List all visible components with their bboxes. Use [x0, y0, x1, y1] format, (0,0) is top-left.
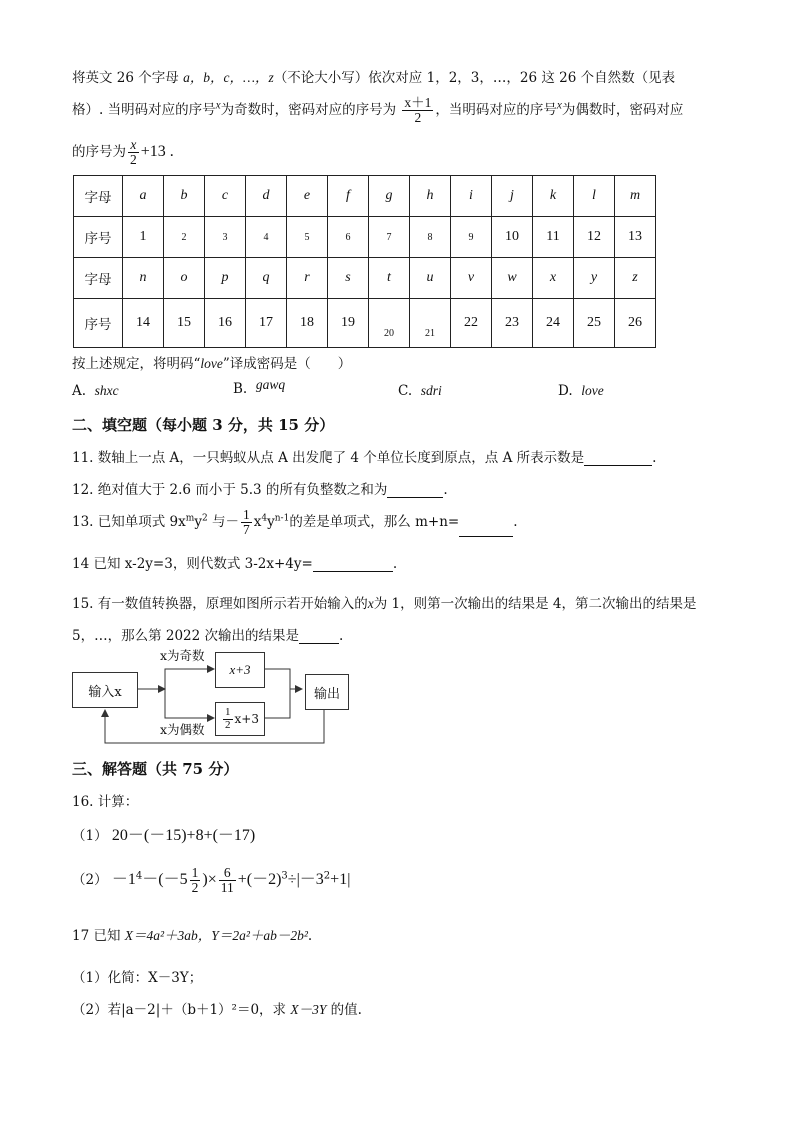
intro-text: ，当明码对应的序号 [435, 102, 557, 119]
option-c[interactable]: C. sdri [398, 383, 442, 399]
odd-operation-box: x+3 [215, 652, 265, 688]
q16-part-1: （1） 20－(－15)+8+(－17) [72, 827, 256, 844]
var-x: x [556, 99, 562, 112]
intro-line-1 [72, 66, 675, 86]
q15-line-2: 5，…，那么第 2022 次输出的结果是 . [72, 628, 344, 644]
table-row: 字母 n o p q r s t u v w x y z [74, 258, 656, 299]
intro-text: 格）. 当明码对应的序号 [72, 102, 216, 119]
plain-word: love [200, 356, 223, 371]
output-box: 输出 [305, 674, 349, 710]
table-header-index: 序号 [74, 217, 123, 258]
q10-stem: 按上述规定，将明码“love”译成密码是（ ） [72, 356, 352, 372]
intro-text: 为奇数时，密码对应的序号为 [220, 102, 397, 119]
fraction-x-plus-1-over-2: $\frac{x+1}{2}$ [404, 95, 432, 126]
option-b[interactable]: B. gawq [233, 377, 286, 397]
intro-text: +13 . [140, 143, 174, 161]
var-x: x [215, 99, 221, 112]
letters-range: a，b，c，…，z [183, 70, 274, 85]
intro-text: 将英文 26 个字母 [72, 70, 179, 86]
intro-line-2 [72, 96, 683, 125]
q16-part-2: $(2) -1^4-(-5$ $\frac{1}{2}$ )× $\frac{6}{11}$ $+(-2)^3\div|-3^2+1|$ [72, 865, 351, 896]
intro-text: 的序号为 [72, 144, 126, 161]
arrow-odd-branch [165, 669, 214, 712]
answer-blank[interactable] [584, 451, 652, 466]
q16-title: 16. 计算： [72, 794, 139, 810]
section-2-title: 二、填空题（每小题 3 分，共 15 分） [72, 416, 335, 434]
table-row: 字母 a b c d e f g h i j k l m [74, 176, 656, 217]
table-header-letter: 字母 [74, 176, 123, 217]
intro-line-3 [72, 138, 174, 167]
answer-blank[interactable] [459, 522, 513, 537]
arrow-even-branch [165, 689, 214, 718]
fraction-1-over-7: $\frac{1}{7}$ [242, 507, 250, 538]
input-box: 输入x [72, 672, 138, 708]
merge-line [264, 669, 290, 718]
even-label: x为偶数 [160, 722, 205, 737]
even-operation-box: $\frac{1}{2}$ x+3 [215, 702, 265, 736]
option-d[interactable]: D. love [558, 383, 604, 399]
intro-text: （不论大小写）依次对应 1，2，3，…，26 这 26 个自然数（见表 [273, 70, 676, 86]
fraction-6-over-11: $\frac{6}{11}$ [220, 865, 234, 896]
intro-text: 为偶数时，密码对应 [561, 102, 684, 119]
table-row: 序号 14 15 16 17 18 19 20 21 22 23 24 25 26 [74, 299, 656, 348]
q15-line-1: 15. 有一数值转换器，原理如图所示若开始输入的x为 1，则第一次输出的结果是 4，第二次输出的结果是 [72, 596, 697, 612]
q17-line-1: 17 已知 X＝4a²＋3ab，Y＝2a²＋ab－2b². [72, 928, 313, 944]
q11: 11. 数轴上一点 A，一只蚂蚁从点 A 出发爬了 4 个单位长度到原点，点 A 所表示数是 . [72, 450, 657, 466]
q17-part-1: （1）化简：X－3Y； [72, 970, 203, 986]
fraction-x-over-2: $\frac{x}{2}$ [130, 137, 137, 168]
q13: 13. 已知单项式 $9x^my^2$ 与－ $\frac{1}{7}$ $x^4y^{n-1}$的差是单项式，那么 m+n= . [72, 507, 518, 538]
q12: 12. 绝对值大于 2.6 而小于 5.3 的所有负整数之和为 . [72, 482, 448, 498]
table-header-letter: 字母 [74, 258, 123, 299]
answer-blank[interactable] [387, 483, 443, 498]
option-a[interactable]: A. shxc [72, 383, 119, 399]
cipher-table [73, 175, 656, 348]
mixed-fraction: $\frac{1}{2}$ [191, 865, 199, 896]
table-row: 序号 1 2 3 4 5 6 7 8 9 10 11 12 13 [74, 217, 656, 258]
section-3-title: 三、解答题（共 75 分） [72, 760, 239, 778]
q17-part-2: （2）若|a－2|＋（b＋1）²＝0，求 X－3Y 的值. [72, 1002, 362, 1018]
answer-blank[interactable] [313, 557, 393, 572]
table-header-index: 序号 [74, 299, 123, 348]
answer-blank[interactable] [299, 629, 339, 644]
q14: 14 已知 x-2y=3，则代数式 3-2x+4y= . [72, 556, 398, 572]
odd-label: x为奇数 [160, 648, 205, 663]
